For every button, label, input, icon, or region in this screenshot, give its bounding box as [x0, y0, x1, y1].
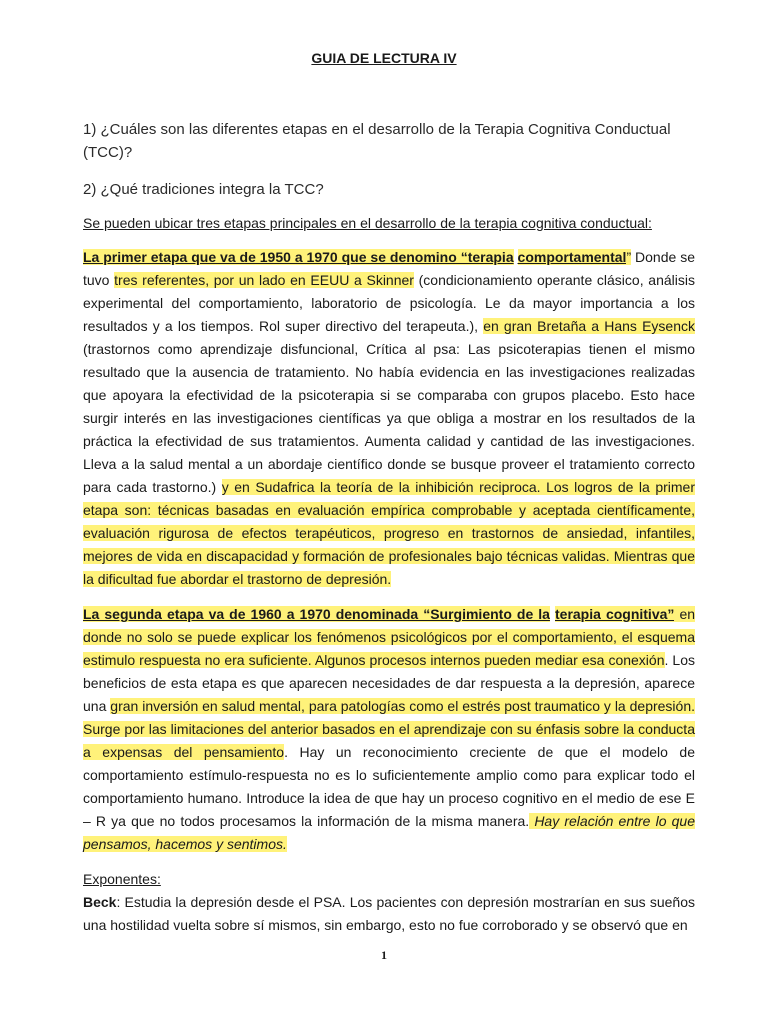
first-stage-highlight-referents: tres referentes, por un lado en EEUU a Skinner [114, 272, 414, 288]
second-stage-highlight-internal-processes: en donde no solo se puede explicar los fenómenos psicológicos por el comportamiento, el esquema estimulo respuesta no era suficiente. Algunos procesos internos pueden mediar esa conexión [83, 606, 696, 668]
first-stage-heading-term: comportamental [517, 249, 627, 265]
page-number: 1 [381, 948, 387, 962]
first-stage-text: Donde se tuvo [83, 249, 695, 288]
question-2: 2) ¿Qué tradiciones integra la TCC? [83, 181, 324, 198]
second-stage-heading: La segunda etapa va de 1960 a 1970 denominada “Surgimiento de la [83, 606, 550, 622]
question-1: 1) ¿Cuáles son las diferentes etapas en el desarrollo de la Terapia Cognitiva Conductual (TCC)? [83, 121, 671, 161]
beck-paragraph [83, 891, 695, 937]
beck-name: Beck [83, 894, 117, 910]
beck-text: : Estudia la depresión desde el PSA. Los pacientes con depresión mostrarían en sus sueños una hostilidad vuelta sobre sí mismos, sin embargo, esto no fue corroborado y se observó que en [83, 894, 695, 933]
document-title: GUIA DE LECTURA IV [311, 50, 457, 66]
first-stage-text: (trastornos como aprendizaje disfuncional, Crítica al psa: Las psicoterapias tienen el mismo resultado que la ausencia de tratamiento. No había evidencia en las investigaciones realizadas que apoyara la efectividad de la psicoterapia si se comparaba con grupos placebo. Esto hace surgir interés en las investigaciones científicas ya que obliga a mostrar en los resultados de la práctica la efectividad de sus tratamientos. Aumenta calidad y cantidad de las investigaciones. Lleva a la salud mental a un abordaje científico donde se busque proveer el tratamiento correcto para cada trastorno.) [83, 341, 695, 495]
second-stage-highlight-investment: gran inversión en salud mental, para patologías como el estrés post traumatico y la depresión. Surge por las limitaciones del anterior basados en el aprendizaje con su énfasis sobre la conducta a expensas del pensamiento [83, 698, 696, 760]
second-stage-text: . Los beneficios de esta etapa es que aparecen necesidades de dar respuesta a la depresión, aparece una [83, 652, 696, 714]
first-stage-highlight-eysenck: en gran Bretaña a Hans Eysenck [483, 318, 695, 334]
intro-paragraph: Se pueden ubicar tres etapas principales en el desarrollo de la terapia cognitiva conductual: [83, 215, 652, 231]
second-stage-text: . Hay un reconocimiento creciente de que el modelo de comportamiento estímulo-respuesta no es lo suficientemente amplio como para explicar todo el comportamiento humano. Introduce la idea de que hay un proceso cognitivo en el medio de ese E – R ya que no todos procesamos la información de la misma manera. [83, 744, 695, 829]
second-stage-heading-term: terapia cognitiva” [555, 606, 675, 622]
first-stage-text: (condicionamiento operante clásico, análisis experimental del comportamiento, laboratorio de psicología. Le da mayor importancia a los resultados y a los tiempos. Rol super directivo del terapeuta.), [83, 272, 695, 334]
paragraph-second-stage [83, 603, 695, 856]
first-stage-highlight-achievements: y en Sudafrica la teoría de la inhibición reciproca. Los logros de la primer etapa son: técnicas basadas en evaluación empírica comprobable y aceptada científicamente, evaluación rigurosa de efectos terapéuticos, progreso en trastornos de ansiedad, infantiles, mejores de vida en discapacidad y formación de profesionales bajo técnicas validas. Mientras que la dificultad fue abordar el trastorno de depresión. [83, 479, 695, 587]
first-stage-quote: ” [626, 249, 632, 265]
paragraph-first-stage [83, 246, 695, 591]
exponents-heading: Exponentes: [83, 871, 161, 887]
first-stage-heading: La primer etapa que va de 1950 a 1970 que se denomino “terapia [83, 249, 514, 265]
second-stage-highlight-relation: Hay relación entre lo que pensamos, hacemos y sentimos. [83, 813, 695, 852]
